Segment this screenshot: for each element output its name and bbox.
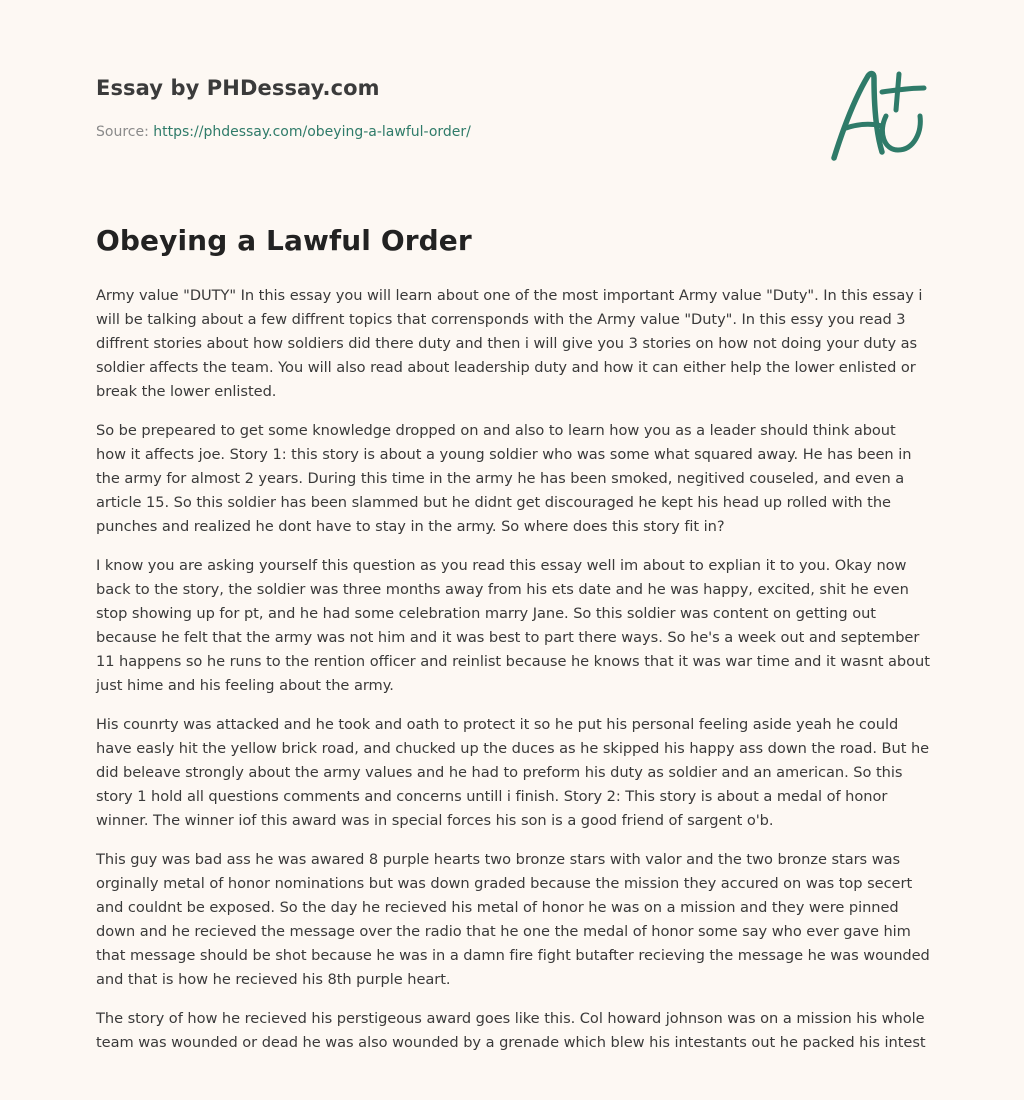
site-brand: Essay by PHDessay.com xyxy=(96,76,380,100)
essay-body xyxy=(96,284,930,1070)
source-label: Source: xyxy=(96,124,149,140)
source-link[interactable]: https://phdessay.com/obeying-a-lawful-order/ xyxy=(153,124,471,140)
source-line xyxy=(96,124,471,140)
essay-paragraph: His counrty was attacked and he took and oath to protect it so he put his personal feeling aside yeah he could have easly hit the yellow brick road, and chucked up the duces as he skipped his happy ass down the road. But he did beleave strongly about the army values and he had to preform his duty as soldier and an american. So this story 1 hold all questions comments and concerns untill i finish. Story 2: This story is about a medal of honor winner. The winner iof this award was in special forces his son is a good friend of sargent o'b. xyxy=(96,716,930,829)
essay-paragraph: I know you are asking yourself this question as you read this essay well im about to explian it to you. Okay now back to the story, the soldier was three months away from his ets date and he was happy, excited, shit he even stop showing up for pt, and he had some celebration marry Jane. So this soldier was content on getting out because he felt that the army was not him and it was best to part there ways. So he's a week out and september 11 happens so he runs to the rention officer and reinlist because he knows that it was war time and it wasnt about just hime and his feeling about the army. xyxy=(96,557,930,694)
a-plus-logo-icon xyxy=(824,66,928,166)
essay-paragraph: The story of how he recieved his perstigeous award goes like this. Col howard johnson was on a mission his whole team was wounded or dead he was also wounded by a grenade which blew his intestants out he packed his intest xyxy=(96,1010,926,1051)
essay-paragraph: This guy was bad ass he was awared 8 purple hearts two bronze stars with valor and the two bronze stars was orginally metal of honor nominations but was down graded because the mission they accured on was top secert and couldnt be exposed. So the day he recieved his metal of honor he was on a mission and they were pinned down and he recieved the message over the radio that he one the medal of honor some say who ever gave him that message should be shot because he was in a damn fire fight butafter recieving the message he was wounded and that is how he recieved his 8th purple heart. xyxy=(96,851,930,988)
page-header xyxy=(96,0,928,210)
essay-paragraph: Army value "DUTY" In this essay you will learn about one of the most important Army value "Duty". In this essay i will be talking about a few diffrent topics that corrensponds with the Army value "Duty". In this essy you read 3 diffrent stories about how soldiers did there duty and then i will give you 3 stories on how not doing your duty as soldier affects the team. You will also read about leadership duty and how it can either help the lower enlisted or break the lower enlisted. xyxy=(96,287,923,400)
essay-title: Obeying a Lawful Order xyxy=(96,224,472,257)
essay-paragraph: So be prepeared to get some knowledge dropped on and also to learn how you as a leader should think about how it affects joe. Story 1: this story is about a young soldier who was some what squared away. He has been in the army for almost 2 years. During this time in the army he has been smoked, negitived couseled, and even a article 15. So this soldier has been slammed but he didnt get discouraged he kept his head up rolled with the punches and realized he dont have to stay in the army. So where does this story fit in? xyxy=(96,422,912,535)
